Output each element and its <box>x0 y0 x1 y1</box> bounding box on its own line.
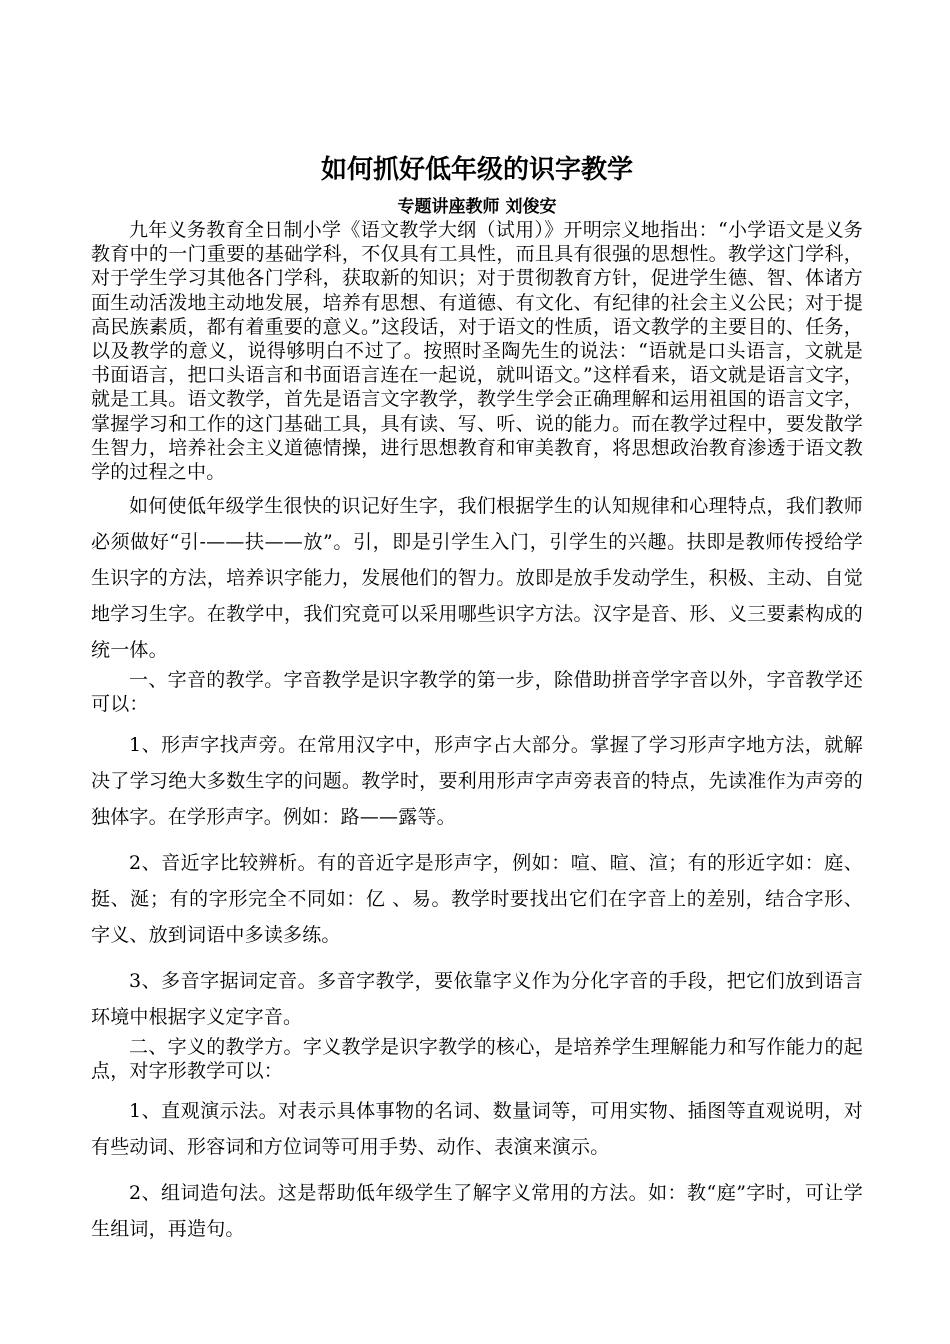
document-title: 如何抓好低年级的识字教学 <box>320 155 633 185</box>
paragraph-meaning-1: 1、直观演示法。对表示具体事物的名词、数量词等，可用实物、插图等直观说明，对有些动词、形容词和方位词等可用手势、动作、表演来演示。 <box>91 1100 863 1159</box>
paragraph-meaning-2: 2、组词造句法。这是帮助低年级学生了解字义常用的方法。如：教“庭”字时，可让学生组词，再造句。 <box>91 1182 863 1241</box>
paragraph-sound-heading: 一、字音的教学。字音教学是识字教学的第一步，除借助拼音学字音以外，字音教学还可以： <box>91 669 863 716</box>
document-subtitle: 专题讲座教师 刘俊安 <box>397 197 557 217</box>
document-page <box>91 150 863 1247</box>
paragraph-intro: 九年义务教育全日制小学《语文教学大纲（试用）》开明宗义地指出：“小学语文是义务教育中的一门重要的基础学科，不仅具有工具性，而且具有很强的思想性。教学这门学科，对于学生学习其他各门学科，获取新的知识；对于贯彻教育方针，促进学生德、智、体诸方面生动活泼地主动地发展，培养有思想、有道德、有文化、有纪律的社会主义公民；对于提高民族素质，都有着重要的意义。”这段话，对于语文的性质，语文教学的主要目的、任务，以及教学的意义，说得够明白不过了。按照时圣陶先生的说法：“语就是口头语言，文就是书面语言，把口头语言和书面语言连在一起说，就叫语文。”这样看来，语文就是语言文字，就是工具。语文教学，首先是语言文字教学，教学生学会正确理解和运用祖国的语言文字，掌握学习和工作的这门基础工具，具有读、写、听、说的能力。而在教学过程中，要发散学生智力，培养社会主义道德情操，进行思想教育和审美教育，将思想政治教育渗透于语文教学的过程之中。 <box>91 219 863 484</box>
paragraph-sound-3: 3、多音字据词定音。多音字教学，要依靠字义作为分化字音的手段，把它们放到语言环境中根据字义定字音。 <box>91 969 863 1028</box>
paragraph-sound-1: 1、形声字找声旁。在常用汉字中，形声字占大部分。掌握了学习形声字地方法，就解决了学习绝大多数生字的问题。教学时，要利用形声字声旁表音的特点，先读准作为声旁的独体字。在学形声字。例如：路——露等。 <box>91 733 863 828</box>
paragraph-method: 如何使低年级学生很快的识记好生字，我们根据学生的认知规律和心理特点，我们教师必须做好“引-——扶——放”。引，即是引学生入门，引学生的兴趣。扶即是教师传授给学生识字的方法，培养识字能力，发展他们的智力。放即是放手发动学生，积极、主动、自觉地学习生字。在教学中，我们究竟可以采用哪些识字方法。汉字是音、形、义三要素构成的统一体。 <box>91 495 863 662</box>
paragraph-sound-2: 2、音近字比较辨析。有的音近字是形声字，例如：喧、暄、渲；有的形近字如：庭、挺、涎；有的字形完全不同如：亿 、易。教学时要找出它们在字音上的差别，结合字形、字义、放到词语中多读多练。 <box>91 851 863 946</box>
paragraph-meaning-heading: 二、字义的教学方。字义教学是识字教学的核心，是培养学生理解能力和写作能力的起点，对字形教学可以： <box>91 1035 863 1082</box>
